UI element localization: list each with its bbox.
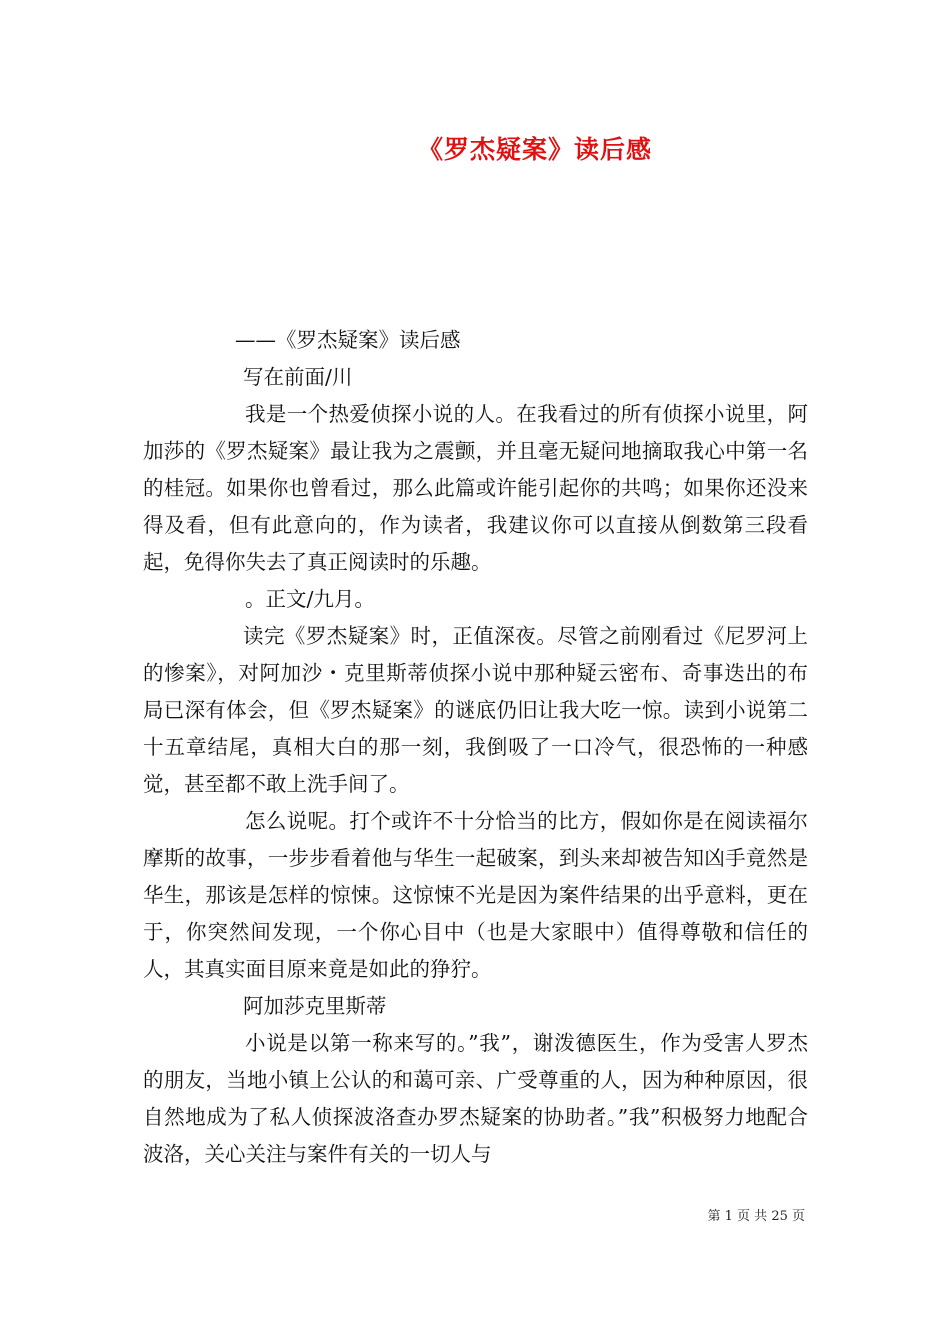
paragraph-reading: 读完《罗杰疑案》时，正值深夜。尽管之前刚看过《尼罗河上的惨案》，对阿加沙・克里斯蒂侦探小说中那种疑云密布、奇事迭出的布局已深有体会，但《罗杰疑案》的谜底仍旧让我大吃一惊。读到小说第二十五章结尾，真相大白的那一刻，我倒吸了一口冷气，很恐怖的一种感觉，甚至都不敢上洗手间了。 — [143, 624, 808, 796]
paragraph-intro: 我是一个热爱侦探小说的人。在我看过的所有侦探小说里，阿加莎的《罗杰疑案》最让我为之震颤，并且毫无疑问地摘取我心中第一名的桂冠。如果你也曾看过，那么此篇或许能引起你的共鸣；如果你还没来得及看，但有此意向的，作为读者，我建议你可以直接从倒数第三段看起，免得你失去了真正阅读时的乐趣。 — [143, 402, 808, 574]
document-title: 《罗杰疑案》读后感 — [417, 135, 652, 164]
paragraph-analogy: 怎么说呢。打个或许不十分恰当的比方，假如你是在阅读福尔摩斯的故事，一步步看着他与华生一起破案，到头来却被告知凶手竟然是华生，那该是怎样的惊悚。这惊悚不光是因为案件结果的出乎意料，更在于，你突然间发现，一个你心目中（也是大家眼中）值得尊敬和信任的人，其真实面目原来竟是如此的狰狞。 — [143, 809, 808, 981]
paragraph-main-heading: 。正文/九月。 — [245, 587, 375, 611]
paragraph-author-heading: 阿加莎克里斯蒂 — [243, 994, 387, 1018]
paragraph-narrator: 小说是以第一称来写的。”我”，谢泼德医生，作为受害人罗杰的朋友，当地小镇上公认的和蔼可亲、广受尊重的人，因为种种原因，很自然地成为了私人侦探波洛查办罗杰疑案的协助者。”我”积极努力地配合波洛，关心关注与案件有关的一切人与 — [143, 1031, 808, 1166]
subtitle: ——《罗杰疑案》读后感 — [235, 328, 461, 352]
page-number: 第 1 页 共 25 页 — [707, 1209, 805, 1224]
paragraph-preface-heading: 写在前面/川 — [243, 365, 353, 389]
document-body — [143, 322, 808, 1173]
